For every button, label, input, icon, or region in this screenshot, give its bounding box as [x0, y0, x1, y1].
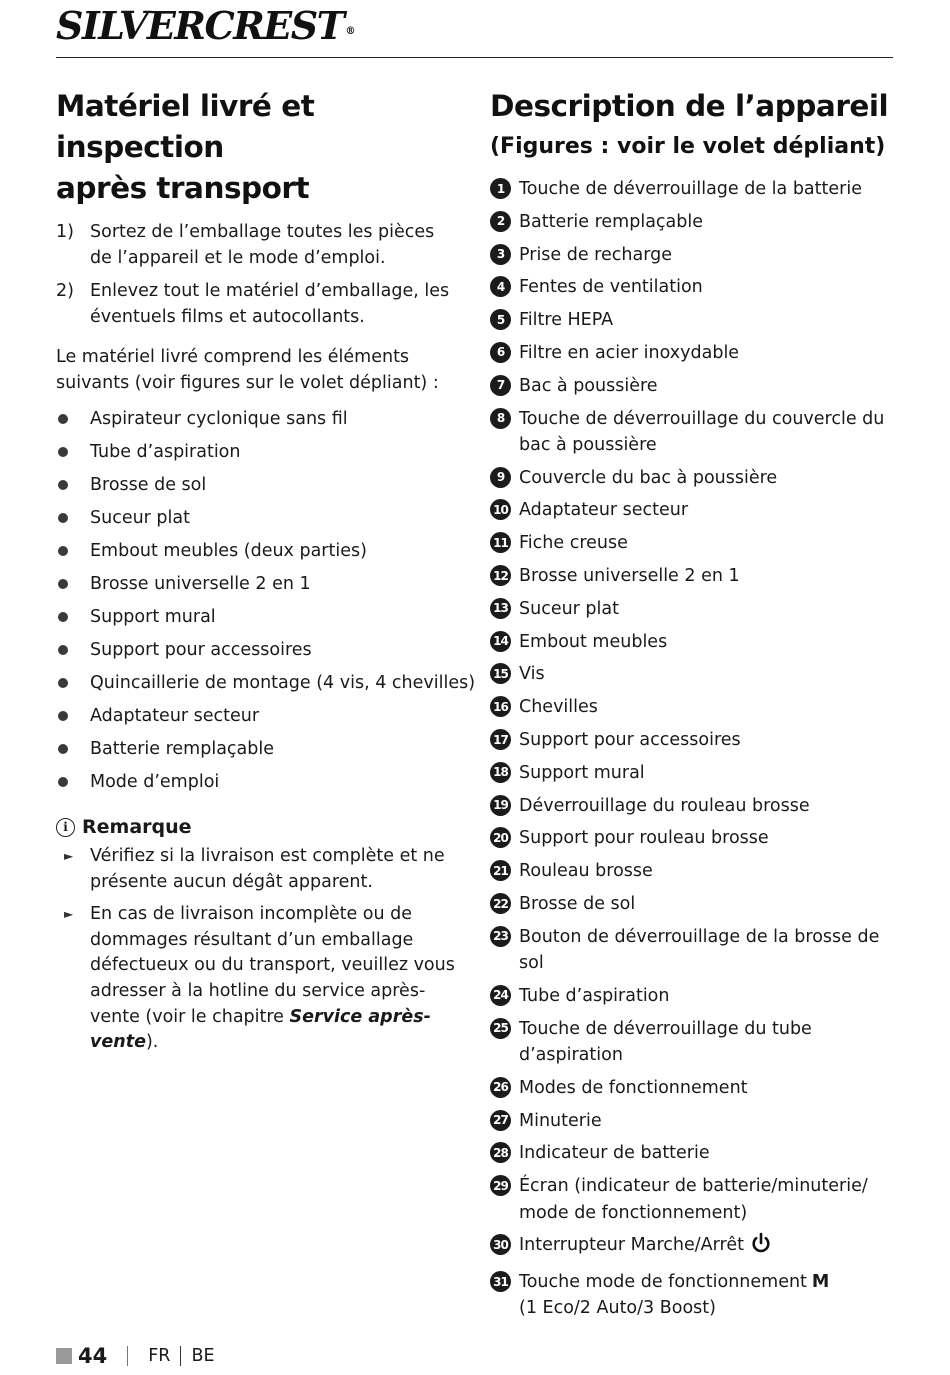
delivery-item-label: Support pour accessoires — [90, 640, 312, 660]
note-title: Remarque — [82, 816, 192, 838]
part-label: Écran (indicateur de batterie/minuterie/ mode de fonctionnement) — [519, 1176, 868, 1223]
part-label: Support pour rouleau brosse — [519, 828, 769, 849]
part-label: Brosse universelle 2 en 1 — [519, 566, 740, 587]
arrow-right-icon: ► — [64, 849, 74, 863]
section-description — [490, 86, 900, 1328]
part-item — [490, 983, 900, 1009]
part-item — [490, 563, 900, 589]
part-label: Bouton de déverrouillage de la brosse de sol — [519, 926, 880, 974]
part-number-badge: 14 — [490, 631, 511, 652]
part-number-badge: 8 — [490, 408, 511, 429]
bullet-icon — [58, 645, 68, 655]
part-number-badge: 3 — [490, 244, 511, 265]
delivery-item-label: Brosse universelle 2 en 1 — [90, 574, 311, 594]
part-item — [490, 694, 900, 720]
part-item — [490, 242, 900, 268]
delivery-item — [56, 638, 461, 662]
part-item — [490, 1016, 900, 1069]
power-icon — [750, 1232, 772, 1262]
bullet-icon — [58, 612, 68, 622]
part-number-badge: 9 — [490, 467, 511, 488]
part-item — [490, 858, 900, 884]
delivery-items-list — [56, 407, 476, 794]
part-label-second-line: (1 Eco/2 Auto/3 Boost) — [519, 1298, 716, 1319]
header-rule — [56, 57, 893, 58]
section-delivery — [56, 86, 476, 1063]
part-label: Déverrouillage du rouleau brosse — [519, 795, 810, 816]
delivery-item-label: Brosse de sol — [90, 475, 207, 495]
part-number-badge: 11 — [490, 532, 511, 553]
delivery-item-label: Quincaillerie de montage (4 vis, 4 chevilles) — [90, 673, 476, 693]
part-number-badge: 30 — [490, 1234, 511, 1255]
note-item: ► En cas de livraison incomplète ou de dommages résultant d’un emballage défectueux ou du transport, veuillez vous adresser à la hotline du service après-vente (voir le chapitre Service après-vente). — [64, 904, 455, 1053]
bullet-icon — [58, 777, 68, 787]
part-item — [490, 661, 900, 687]
page-marker — [56, 1348, 72, 1364]
footer-divider — [180, 1346, 181, 1366]
part-item — [490, 406, 900, 459]
part-label: Filtre HEPA — [519, 310, 614, 331]
part-label: Chevilles — [519, 697, 598, 718]
bullet-icon — [58, 678, 68, 688]
part-number-badge: 21 — [490, 860, 511, 881]
part-label: Prise de recharge — [519, 244, 672, 265]
delivery-item — [56, 737, 461, 761]
delivery-item — [56, 671, 476, 695]
part-number-badge: 10 — [490, 499, 511, 520]
part-label: Rouleau brosse — [519, 861, 653, 882]
part-number-badge: 28 — [490, 1142, 511, 1163]
delivery-item — [56, 506, 461, 530]
delivery-item — [56, 605, 461, 629]
part-item — [490, 209, 900, 235]
part-label: Indicateur de batterie — [519, 1143, 710, 1164]
part-label: Touche mode de fonctionnement — [519, 1272, 807, 1293]
bullet-icon — [58, 414, 68, 424]
part-item — [490, 497, 900, 523]
part-label: Touche de déverrouillage de la batterie — [519, 179, 862, 199]
delivery-item-label: Embout meubles (deux parties) — [90, 541, 367, 561]
part-item — [490, 760, 900, 786]
part-number-badge: 19 — [490, 795, 511, 816]
part-label: Embout meubles — [519, 631, 668, 652]
part-item — [490, 629, 900, 655]
chapter-reference: Service après-vente — [90, 1006, 431, 1053]
part-label: Batterie remplaçable — [519, 211, 704, 232]
mode-m-label: M — [811, 1272, 830, 1293]
bullet-icon — [58, 513, 68, 523]
delivery-item — [56, 704, 461, 728]
part-label: Support mural — [519, 762, 645, 783]
part-number-badge: 17 — [490, 729, 511, 750]
arrow-right-icon: ► — [64, 907, 74, 922]
part-label: Fentes de ventilation — [519, 277, 703, 298]
part-number-badge: 12 — [490, 565, 511, 586]
bullet-icon — [58, 480, 68, 490]
part-item — [490, 340, 900, 366]
page-footer — [56, 1343, 215, 1369]
part-number-badge: 15 — [490, 663, 511, 684]
delivery-item — [56, 407, 461, 431]
part-item — [490, 530, 900, 556]
part-number-badge: 1 — [490, 178, 511, 199]
part-label: Vis — [519, 664, 545, 685]
part-item — [490, 1269, 900, 1322]
part-number-badge: 27 — [490, 1110, 511, 1131]
delivery-item — [56, 473, 461, 497]
part-label: Adaptateur secteur — [519, 500, 689, 521]
bullet-icon — [58, 579, 68, 589]
description-title: Description de l’appareil — [490, 89, 889, 123]
part-number-badge: 6 — [490, 342, 511, 363]
part-item — [490, 793, 900, 819]
footer-divider — [127, 1346, 128, 1366]
delivery-item — [56, 440, 461, 464]
part-number-badge: 29 — [490, 1175, 511, 1196]
notes-list — [56, 844, 461, 1056]
part-number-badge: 4 — [490, 276, 511, 297]
part-label: Suceur plat — [519, 598, 619, 619]
part-label: Touche de déverrouillage du tube d’aspiration — [519, 1018, 812, 1066]
note-heading — [56, 814, 461, 840]
part-item — [490, 891, 900, 917]
delivery-item-label: Support mural — [90, 607, 216, 627]
bullet-icon — [58, 744, 68, 754]
bullet-icon — [58, 447, 68, 457]
part-number-badge: 23 — [490, 926, 511, 947]
delivery-intro: Le matériel livré comprend les éléments suivants (voir figures sur le volet dépliant) : — [56, 347, 439, 393]
part-number-badge: 16 — [490, 696, 511, 717]
part-item — [490, 176, 900, 202]
part-item — [490, 825, 900, 851]
part-number-badge: 25 — [490, 1018, 511, 1039]
step-text: Sortez de l’emballage toutes les pièces de l’appareil et le mode d’emploi. — [90, 222, 435, 268]
part-label: Fiche creuse — [519, 533, 628, 554]
part-label: Modes de fonctionnement — [519, 1077, 748, 1098]
part-item — [490, 1075, 900, 1101]
part-item — [490, 596, 900, 622]
part-label: Touche de déverrouillage du couvercle du bac à poussière — [519, 408, 885, 455]
delivery-item — [56, 770, 461, 794]
description-subtitle: (Figures : voir le volet dépliant) — [490, 134, 886, 159]
bullet-icon — [58, 546, 68, 556]
step-item — [56, 219, 461, 271]
part-label: Filtre en acier inoxydable — [519, 342, 740, 363]
part-item — [490, 1173, 900, 1226]
brand-logo: SILVERCREST ® — [56, 3, 354, 48]
part-item — [490, 1108, 900, 1134]
delivery-item-label: Adaptateur secteur — [90, 706, 260, 726]
part-item — [490, 274, 900, 300]
step-item — [56, 278, 461, 330]
part-item — [490, 307, 900, 333]
delivery-item — [56, 572, 461, 596]
delivery-item-label: Aspirateur cyclonique sans fil — [90, 409, 348, 429]
part-item — [490, 1232, 900, 1262]
delivery-item-label: Tube d’aspiration — [90, 442, 241, 462]
part-label: Bac à poussière — [519, 375, 658, 396]
part-label: Tube d’aspiration — [519, 985, 670, 1006]
delivery-item-label: Mode d’emploi — [90, 772, 220, 792]
step-number: 1) — [56, 222, 74, 242]
language-be: BE — [191, 1346, 215, 1366]
part-number-badge: 24 — [490, 985, 511, 1006]
delivery-item — [56, 539, 461, 563]
part-number-badge: 26 — [490, 1077, 511, 1098]
part-number-badge: 20 — [490, 827, 511, 848]
language-fr: FR — [148, 1346, 171, 1366]
page-number: 44 — [78, 1344, 108, 1368]
info-icon: i — [56, 818, 75, 837]
step-number: 2) — [56, 281, 74, 301]
part-label: Interrupteur Marche/Arrêt — [519, 1235, 744, 1256]
part-label: Minuterie — [519, 1110, 602, 1131]
bullet-icon — [58, 711, 68, 721]
part-number-badge: 2 — [490, 211, 511, 232]
delivery-item-label: Batterie remplaçable — [90, 739, 275, 759]
part-number-badge: 13 — [490, 598, 511, 619]
part-number-badge: 7 — [490, 375, 511, 396]
part-number-badge: 31 — [490, 1271, 511, 1292]
part-item — [490, 1140, 900, 1166]
part-label: Support pour accessoires — [519, 730, 741, 751]
step-text: Enlevez tout le matériel d’emballage, les éventuels films et autocollants. — [90, 281, 450, 327]
part-item — [490, 373, 900, 399]
parts-list — [490, 176, 900, 1322]
part-item — [490, 727, 900, 753]
part-item — [490, 924, 900, 977]
part-item — [490, 465, 900, 491]
part-number-badge: 18 — [490, 762, 511, 783]
steps-list — [56, 219, 461, 330]
part-number-badge: 5 — [490, 309, 511, 330]
delivery-item-label: Suceur plat — [90, 508, 190, 528]
note-item: ► Vérifiez si la livraison est complète et ne présente aucun dégât apparent. — [64, 846, 445, 892]
delivery-title: Matériel livré et inspection après transport — [56, 89, 315, 205]
part-label: Couvercle du bac à poussière — [519, 467, 778, 488]
part-number-badge: 22 — [490, 893, 511, 914]
part-label: Brosse de sol — [519, 894, 636, 915]
